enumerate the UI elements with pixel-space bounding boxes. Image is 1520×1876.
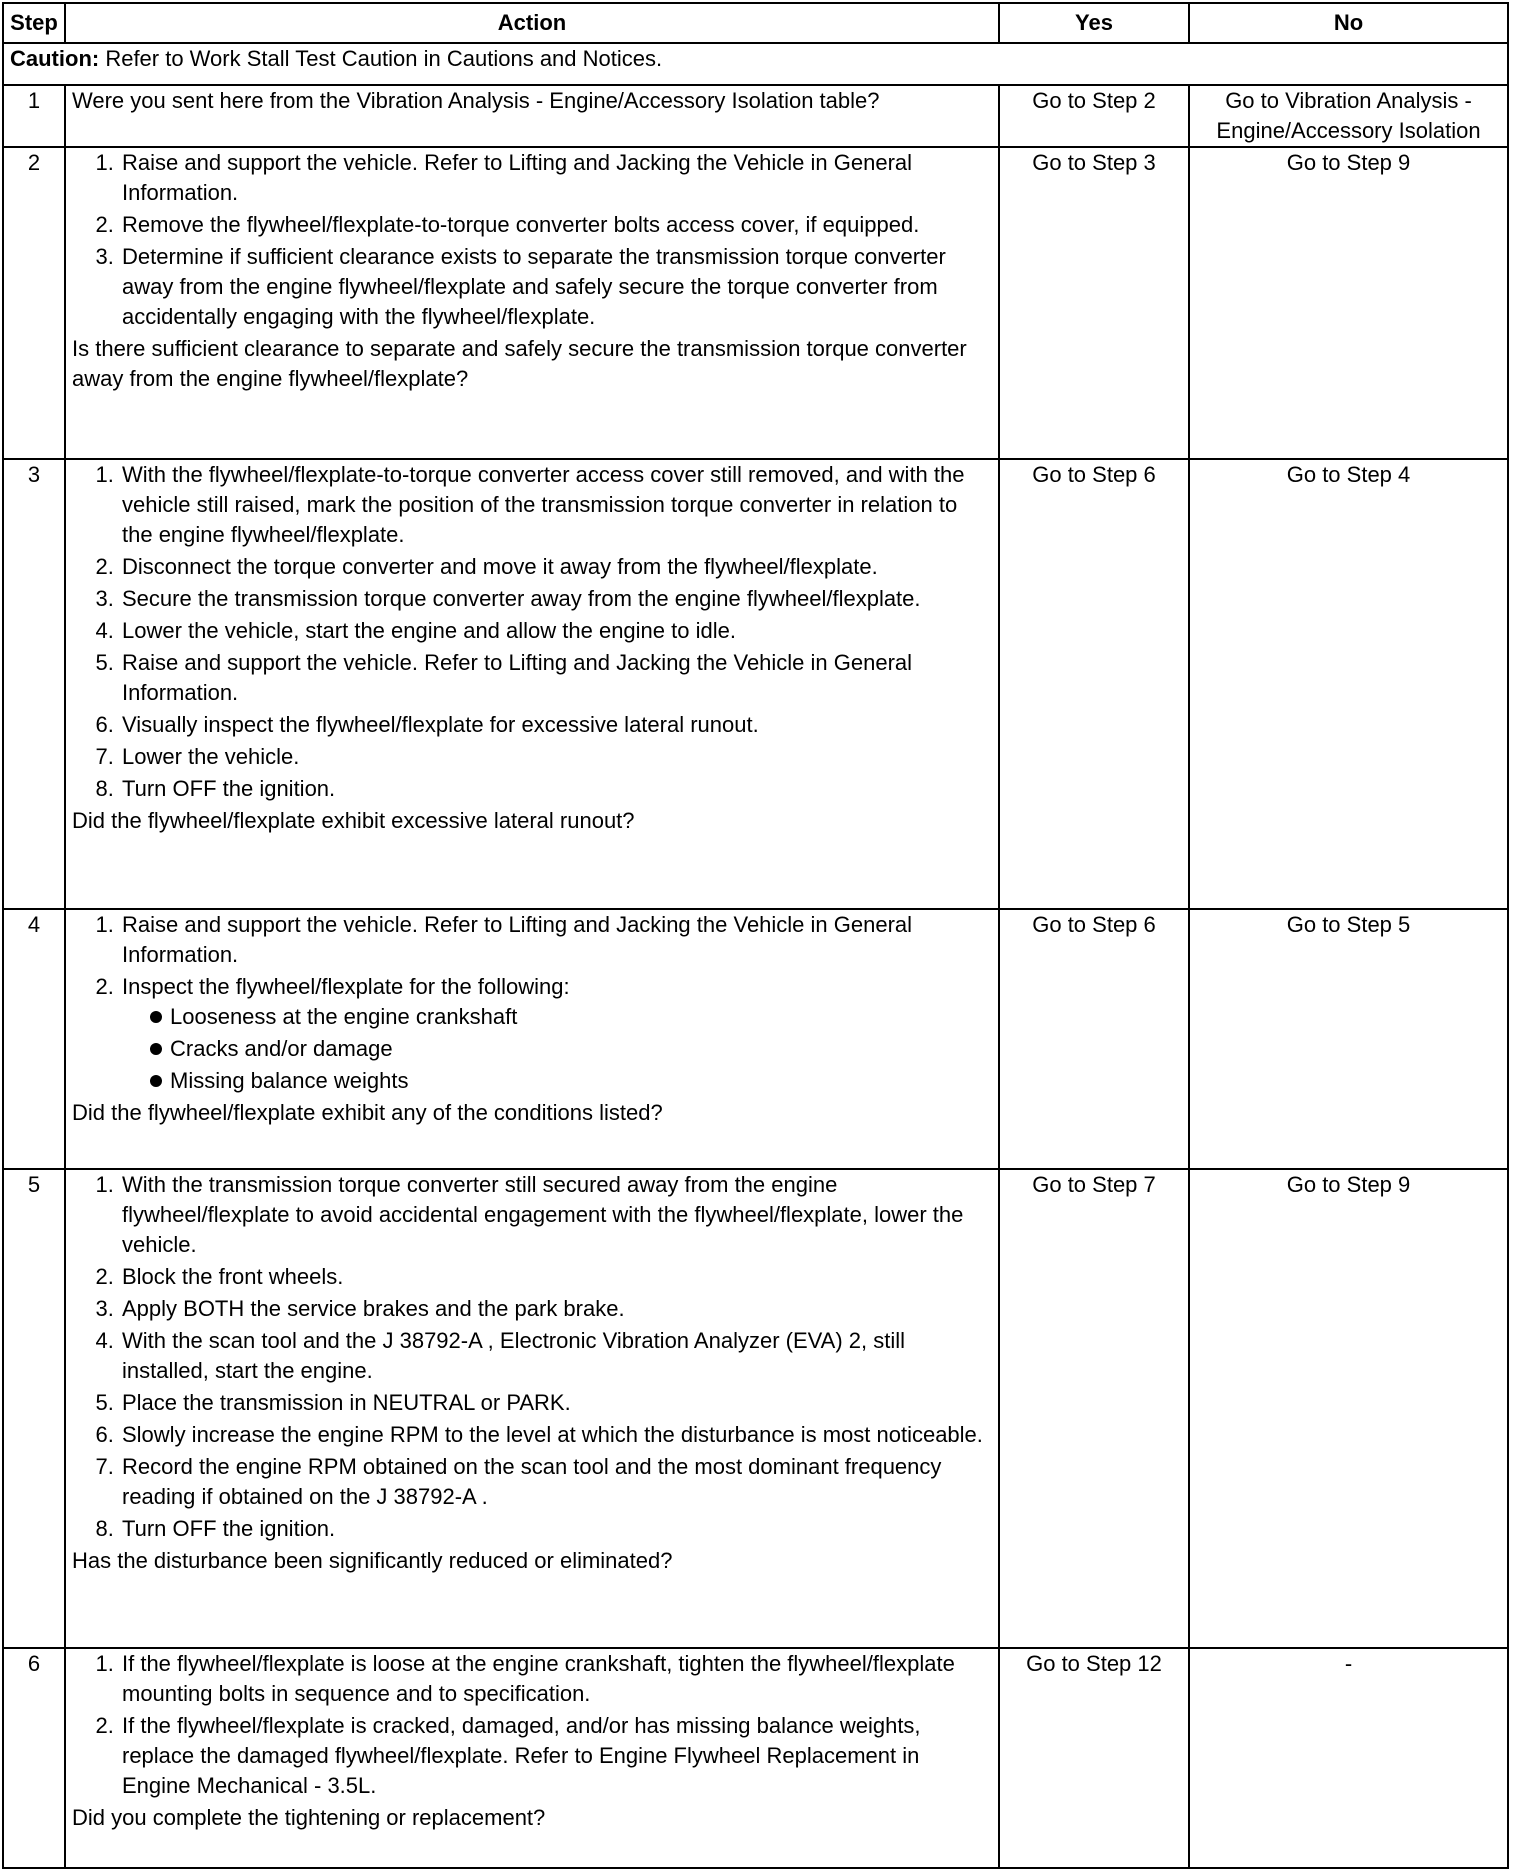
list-item: 6. Visually inspect the flywheel/flexplate for excessive lateral runout. [120,710,992,740]
list-item: 8. Turn OFF the ignition. [120,774,992,804]
step-instructions [72,460,992,804]
list-item: 7. Lower the vehicle. [120,742,992,772]
table-row-step-1 [3,85,1508,147]
header-yes: Yes [999,3,1189,43]
step-instructions [72,910,992,1096]
list-item: 3. Secure the transmission torque converter away from the engine flywheel/flexplate. [120,584,992,614]
no-link[interactable]: Go to Step 4 [1189,459,1508,909]
table-row-step-5 [3,1169,1508,1648]
table-row-step-4 [3,909,1508,1169]
table-row-step-6 [3,1648,1508,1868]
list-item: 2. Remove the flywheel/flexplate-to-torque converter bolts access cover, if equipped. [120,210,992,240]
yes-link[interactable]: Go to Step 12 [999,1648,1189,1868]
bullet-icon [150,1011,162,1023]
yes-link[interactable]: Go to Step 3 [999,147,1189,459]
list-item: 3. Apply BOTH the service brakes and the park brake. [120,1294,992,1324]
action-cell [65,147,999,459]
list-item: 8. Turn OFF the ignition. [120,1514,992,1544]
bullet-item [150,1002,992,1032]
step-instructions [72,1649,992,1801]
table-row-step-3 [3,459,1508,909]
list-item: 1. If the flywheel/flexplate is loose at the engine crankshaft, tighten the flywheel/flexplate mounting bolts in sequence and to specification. [120,1649,992,1709]
bullet-text: Cracks and/or damage [170,1036,393,1061]
header-row [3,3,1508,43]
condition-list [122,1002,992,1096]
action-cell [65,459,999,909]
no-link[interactable]: Go to Step 9 [1189,1169,1508,1648]
list-item: 1. Raise and support the vehicle. Refer to Lifting and Jacking the Vehicle in General Information. [120,910,992,970]
step-instructions [72,148,992,332]
list-item: 2. Block the front wheels. [120,1262,992,1292]
list-item [120,972,992,1096]
step-question: Has the disturbance been significantly reduced or eliminated? [72,1548,673,1573]
yes-link[interactable]: Go to Step 2 [999,85,1189,147]
list-item: 7. Record the engine RPM obtained on the scan tool and the most dominant frequency reading if obtained on the J 38792-A . [120,1452,992,1512]
step-question: Were you sent here from the Vibration Analysis - Engine/Accessory Isolation table? [72,88,880,113]
diagnostic-table [2,2,1509,1869]
header-no: No [1189,3,1508,43]
header-step: Step [3,3,65,43]
caution-row [3,43,1508,85]
caution-label: Caution: [10,46,100,71]
list-item: 4. With the scan tool and the J 38792-A , Electronic Vibration Analyzer (EVA) 2, still installed, start the engine. [120,1326,992,1386]
list-item: 1. With the transmission torque converter still secured away from the engine flywheel/flexplate to avoid accidental engagement with the flywheel/flexplate, lower the vehicle. [120,1170,992,1260]
yes-link[interactable]: Go to Step 6 [999,909,1189,1169]
action-cell [65,1169,999,1648]
step-question: Did the flywheel/flexplate exhibit any of the conditions listed? [72,1100,663,1125]
step-question: Did the flywheel/flexplate exhibit excessive lateral runout? [72,808,635,833]
list-item: 3. Determine if sufficient clearance exists to separate the transmission torque converter away from the engine flywheel/flexplate and safely secure the torque converter from accidentally engaging with the flywheel/flexplate. [120,242,992,332]
bullet-icon [150,1075,162,1087]
step-instructions [72,1170,992,1544]
caution-cell [3,43,1508,85]
action-cell [65,909,999,1169]
no-value: - [1189,1648,1508,1868]
bullet-text: Missing balance weights [170,1068,409,1093]
list-item: 1. Raise and support the vehicle. Refer to Lifting and Jacking the Vehicle in General Information. [120,148,992,208]
step-number: 3 [3,459,65,909]
caution-text: Refer to Work Stall Test Caution in Cautions and Notices. [99,46,663,71]
list-item-text: Inspect the flywheel/flexplate for the following: [122,974,570,999]
bullet-text: Looseness at the engine crankshaft [170,1004,518,1029]
step-question: Did you complete the tightening or replacement? [72,1805,546,1830]
bullet-item [150,1066,992,1096]
no-link[interactable]: Go to Step 9 [1189,147,1508,459]
list-item: 2. Disconnect the torque converter and move it away from the flywheel/flexplate. [120,552,992,582]
list-item: 2. If the flywheel/flexplate is cracked, damaged, and/or has missing balance weights, replace the damaged flywheel/flexplate. Refer to Engine Flywheel Replacement in Engine Mechanical - 3.5L. [120,1711,992,1801]
no-link[interactable]: Go to Step 5 [1189,909,1508,1169]
step-number: 4 [3,909,65,1169]
list-item: 5. Place the transmission in NEUTRAL or PARK. [120,1388,992,1418]
no-link[interactable]: Go to Vibration Analysis - Engine/Accessory Isolation [1189,85,1508,147]
list-item: 1. With the flywheel/flexplate-to-torque converter access cover still removed, and with the vehicle still raised, mark the position of the transmission torque converter in relation to the engine flywheel/flexplate. [120,460,992,550]
step-question: Is there sufficient clearance to separate and safely secure the transmission torque converter away from the engine flywheel/flexplate? [72,336,967,391]
step-number: 2 [3,147,65,459]
yes-link[interactable]: Go to Step 7 [999,1169,1189,1648]
list-item: 5. Raise and support the vehicle. Refer to Lifting and Jacking the Vehicle in General Information. [120,648,992,708]
action-cell [65,1648,999,1868]
step-number: 6 [3,1648,65,1868]
list-item: 4. Lower the vehicle, start the engine and allow the engine to idle. [120,616,992,646]
list-item: 6. Slowly increase the engine RPM to the level at which the disturbance is most noticeable. [120,1420,992,1450]
yes-link[interactable]: Go to Step 6 [999,459,1189,909]
step-number: 1 [3,85,65,147]
step-number: 5 [3,1169,65,1648]
table-row-step-2 [3,147,1508,459]
header-action: Action [65,3,999,43]
bullet-item [150,1034,992,1064]
action-cell [65,85,999,147]
bullet-icon [150,1043,162,1055]
